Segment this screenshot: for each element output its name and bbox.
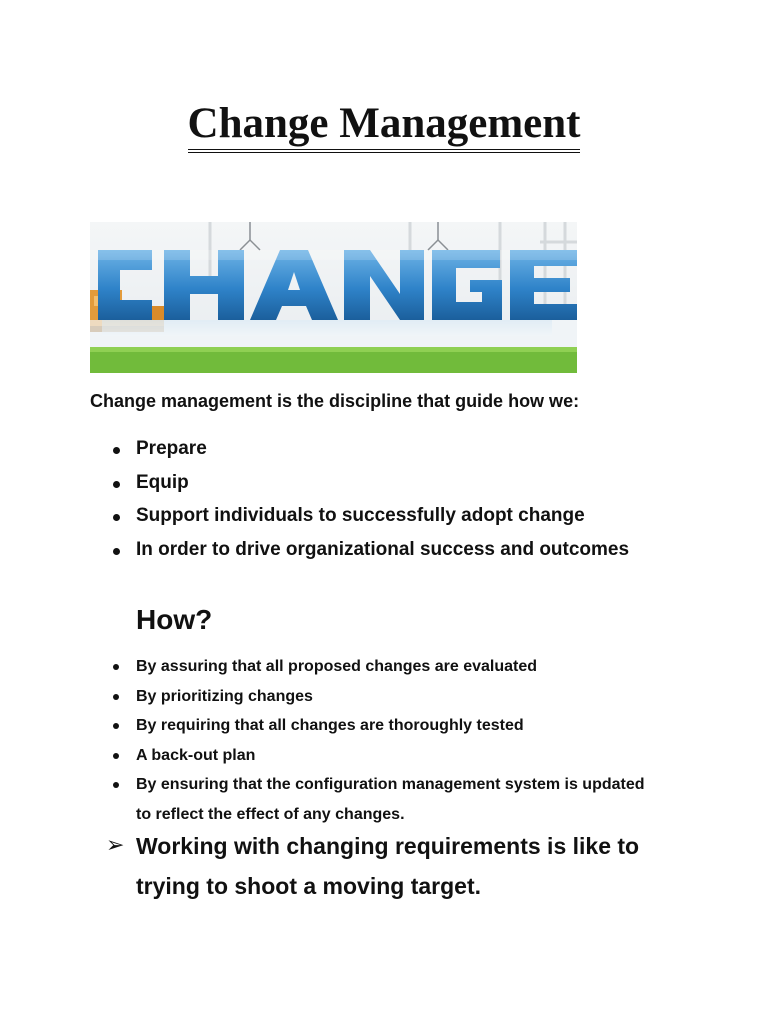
bullet-icon: [113, 723, 119, 729]
bullet-icon: [113, 782, 119, 788]
list-item: In order to drive organizational success and outcomes: [110, 535, 629, 569]
arrowhead-bullet-icon: ➢: [106, 833, 125, 858]
bullet-icon: [113, 481, 120, 488]
how-list: [110, 652, 656, 829]
page-title: Change Management: [0, 96, 768, 153]
list-item: By prioritizing changes: [110, 682, 656, 712]
change-banner-image: [90, 222, 577, 373]
bullet-icon: [113, 664, 119, 670]
list-item: By ensuring that the configuration management system is updated to reflect the effect of any changes.: [110, 770, 656, 829]
closing-statement: ➢ Working with changing requirements is like to trying to shoot a moving target.: [106, 826, 706, 906]
bullet-icon: [113, 447, 120, 454]
list-item: Equip: [110, 468, 629, 502]
bullet-icon: [113, 548, 120, 555]
discipline-list: [110, 434, 629, 568]
how-heading: How?: [136, 604, 213, 635]
bullet-icon: [113, 514, 120, 521]
bullet-icon: [113, 694, 119, 700]
list-item: A back-out plan: [110, 741, 656, 771]
bullet-icon: [113, 753, 119, 759]
list-item: Prepare: [110, 434, 629, 468]
intro-text: Change management is the discipline that guide how we:: [90, 391, 580, 411]
list-item: Support individuals to successfully adopt change: [110, 501, 629, 535]
list-item: By assuring that all proposed changes are evaluated: [110, 652, 656, 682]
list-item: By requiring that all changes are thoroughly tested: [110, 711, 656, 741]
